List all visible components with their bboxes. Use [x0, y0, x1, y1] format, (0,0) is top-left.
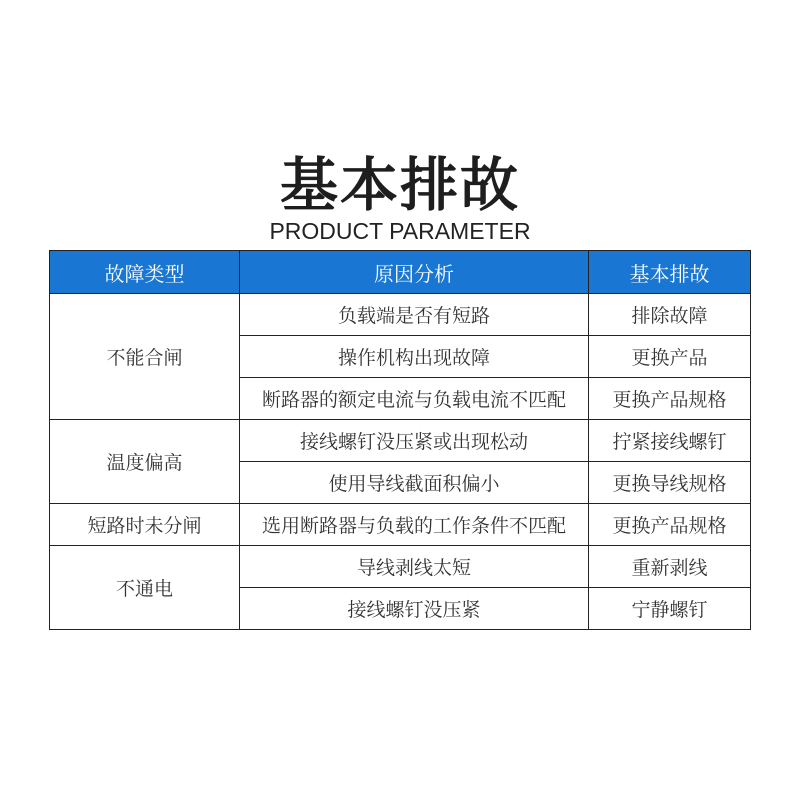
page-subtitle: PRODUCT PARAMETER	[269, 218, 531, 244]
fault-type-cell: 不能合闸	[50, 294, 240, 420]
header-cause: 原因分析	[240, 251, 589, 294]
fix-cell: 更换产品规格	[589, 378, 751, 420]
table-row	[50, 546, 751, 588]
cause-cell: 导线剥线太短	[240, 546, 589, 588]
fix-cell: 重新剥线	[589, 546, 751, 588]
fix-cell: 宁静螺钉	[589, 588, 751, 630]
fix-cell: 更换产品	[589, 336, 751, 378]
table-row	[50, 504, 751, 546]
cause-cell: 选用断路器与负载的工作条件不匹配	[240, 504, 589, 546]
cause-cell: 接线螺钉没压紧或出现松动	[240, 420, 589, 462]
table-header-row	[50, 251, 751, 294]
header-fault-type: 故障类型	[50, 251, 240, 294]
cause-cell: 负载端是否有短路	[240, 294, 589, 336]
fix-cell: 更换导线规格	[589, 462, 751, 504]
page-title: 基本排故	[279, 151, 520, 219]
fault-type-cell: 短路时未分闸	[50, 504, 240, 546]
header-fix: 基本排故	[589, 251, 751, 294]
fix-cell: 拧紧接线螺钉	[589, 420, 751, 462]
fix-cell: 更换产品规格	[589, 504, 751, 546]
cause-cell: 操作机构出现故障	[240, 336, 589, 378]
cause-cell: 接线螺钉没压紧	[240, 588, 589, 630]
cause-cell: 使用导线截面积偏小	[240, 462, 589, 504]
fault-type-cell: 不通电	[50, 546, 240, 630]
table-row	[50, 420, 751, 462]
fault-type-cell: 温度偏高	[50, 420, 240, 504]
table-row	[50, 294, 751, 336]
troubleshooting-table	[49, 250, 751, 630]
cause-cell: 断路器的额定电流与负载电流不匹配	[240, 378, 589, 420]
fix-cell: 排除故障	[589, 294, 751, 336]
